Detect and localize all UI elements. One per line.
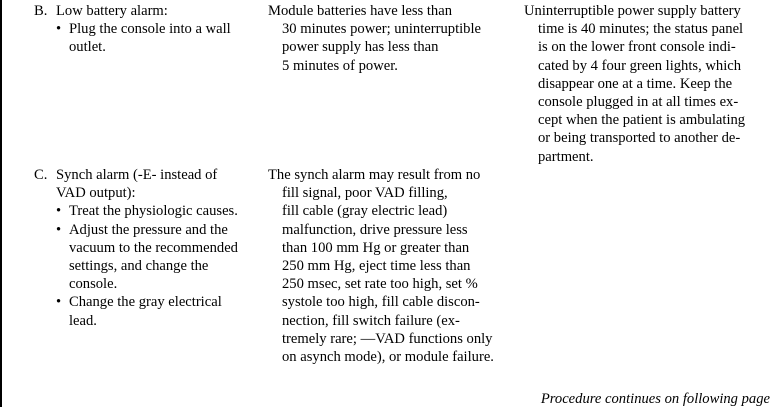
action-text-line: Adjust the pressure and the [69,221,228,238]
rationale-line: on asynch mode), or module failure. [282,349,494,366]
action-text-line: lead. [69,312,97,329]
bullet-icon: • [56,294,62,311]
section-b-heading [34,2,259,20]
action-text-line: settings, and change the [69,258,209,275]
section-c-action [34,166,259,330]
note-line: cated by 4 four green lights, which [538,57,742,74]
action-text-line: outlet. [69,39,106,56]
rationale-line: fill cable (gray electric lead) [282,203,448,220]
section-c-heading [34,166,259,202]
note-line: disappear one at a time. Keep the [538,75,733,92]
section-c-letter: C. [34,167,48,183]
continuation-note: Procedure continues on following page [540,391,770,407]
rationale-line: than 100 mm Hg or greater than [282,239,470,256]
rationale-line: 30 minutes power; uninterruptible [282,21,482,38]
section-c-title-line: VAD output): [56,185,136,202]
note-line: or being transported to another de- [538,130,741,147]
rationale-line: 5 minutes of power. [282,57,398,74]
action-item [34,221,259,294]
rationale-line: The synch alarm may result from no [268,167,481,183]
action-text-line: console. [69,276,118,293]
section-c-title-line: Synch alarm (-E- instead of [56,167,218,183]
action-item [34,202,259,220]
note-line: console plugged in at all times ex- [538,94,739,111]
section-b-notes [524,2,769,166]
action-text-line: vacuum to the recommended [69,239,238,256]
bullet-icon: • [56,221,62,238]
rationale-line: Module batteries have less than [268,3,452,19]
action-item [34,293,259,329]
action-text-line: Plug the console into a wall [69,21,231,38]
section-b-letter: B. [34,3,48,19]
section-b-title: Low battery alarm: [56,3,168,19]
rationale-line: nection, fill switch failure (ex- [282,312,460,329]
note-line: partment. [538,148,594,165]
left-margin-rule [0,0,2,407]
bullet-icon: • [56,21,62,38]
rationale-line: malfunction, drive pressure less [282,221,468,238]
rationale-line: 250 mm Hg, eject time less than [282,258,471,275]
rationale-line: systole too high, fill cable discon- [282,294,480,311]
section-b-action-list [34,20,259,56]
bullet-icon: • [56,203,62,220]
action-text-line: Treat the physiologic causes. [69,203,238,220]
section-b-rationale [268,2,513,75]
action-text-line: Change the gray electrical [69,294,222,311]
rationale-line: power supply has less than [282,39,439,56]
note-line: cept when the patient is ambulating [538,112,746,129]
note-line: Uninterruptible power supply battery [524,3,741,19]
section-c-action-list [34,202,259,329]
note-line: time is 40 minutes; the status panel [538,21,744,38]
action-item [34,20,259,56]
note-line: is on the lower front console indi- [538,39,736,56]
rationale-line: tremely rare; —VAD functions only [282,330,493,347]
rationale-line: fill signal, poor VAD filling, [282,185,448,202]
rationale-line: 250 msec, set rate too high, set % [282,276,478,293]
section-c-rationale [268,166,513,366]
section-b-action [34,2,259,57]
